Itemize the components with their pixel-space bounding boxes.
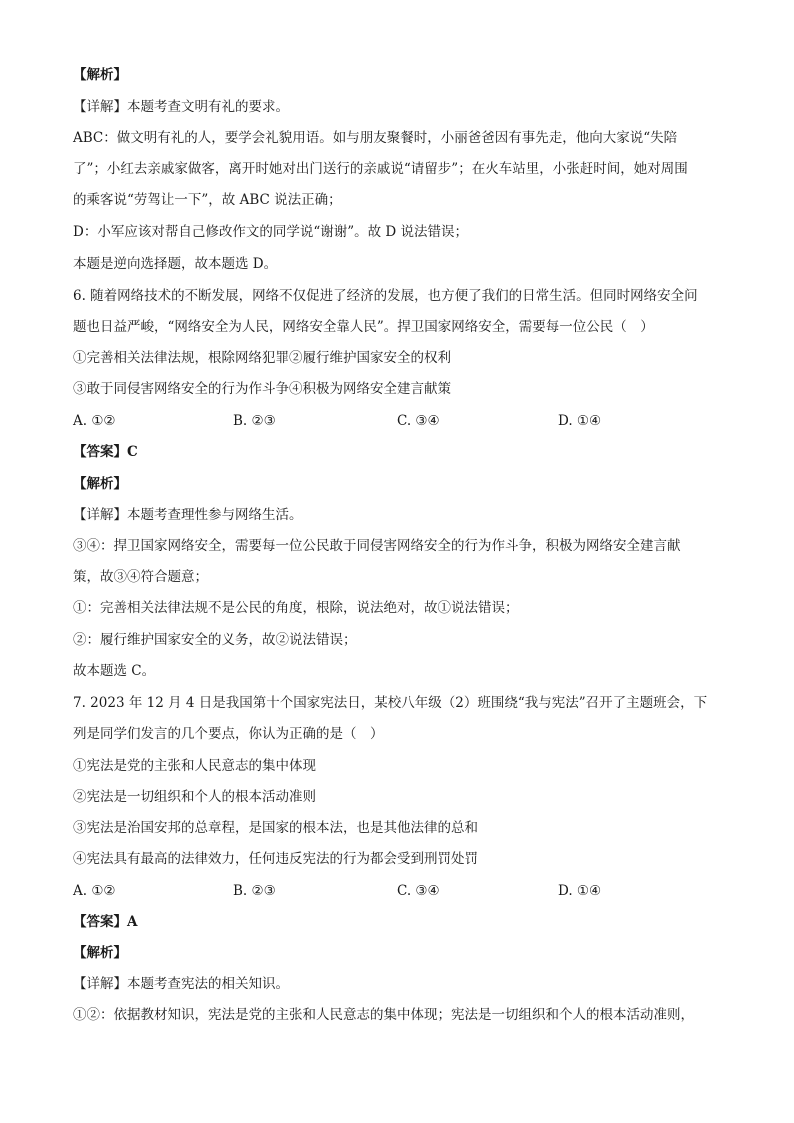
text-line: 【详解】本题考查宪法的相关知识。 bbox=[73, 976, 289, 992]
text-line: 了”；小红去亲戚家做客，离开时她对出门送行的亲戚说“请留步”；在火车站里，小张赶时间，她对周围 bbox=[73, 161, 688, 177]
text-line: 7. 2023 年 12 月 4 日是我国第十个国家宪法日，某校八年级（2）班围绕“我与宪法”召开了主题班会，下 bbox=[73, 695, 708, 711]
text-line: 的乘客说“劳驾让一下”，故 ABC 说法正确； bbox=[73, 192, 342, 208]
section-label: 【答案】C bbox=[73, 444, 138, 460]
section-label: 【答案】A bbox=[73, 914, 138, 930]
section-label: 【解析】 bbox=[73, 476, 127, 492]
option-a: A. ①② bbox=[73, 413, 116, 429]
text-line: D：小军应该对帮自己修改作文的同学说“谢谢”。故 D 说法错误； bbox=[73, 224, 469, 240]
text-line: ③敢于同侵害网络安全的行为作斗争④积极为网络安全建言献策 bbox=[73, 381, 451, 397]
text-line: ③④：捍卫国家网络安全，需要每一位公民敢于同侵害网络安全的行为作斗争，积极为网络安全建言献 bbox=[73, 538, 681, 554]
text-line: ②：履行维护国家安全的义务，故②说法错误； bbox=[73, 632, 357, 648]
text-line: ①宪法是党的主张和人民意志的集中体现 bbox=[73, 758, 316, 774]
text-line: 列是同学们发言的几个要点，你认为正确的是（ ） bbox=[73, 726, 384, 742]
text-line: 6. 随着网络技术的不断发展，网络不仅促进了经济的发展，也方便了我们的日常生活。但同时网络安全问 bbox=[73, 288, 698, 304]
option-b: B. ②③ bbox=[233, 413, 276, 429]
text-line: 题也日益严峻，“网络安全为人民，网络安全靠人民”。捍卫国家网络安全，需要每一位公民（ ） bbox=[73, 319, 654, 335]
text-line: ①完善相关法律法规，根除网络犯罪②履行维护国家安全的权利 bbox=[73, 350, 451, 366]
option-a: A. ①② bbox=[73, 883, 116, 899]
option-d: D. ①④ bbox=[558, 883, 602, 899]
text-line: 策，故③④符合题意； bbox=[73, 569, 208, 585]
text-line: ②宪法是一切组织和个人的根本活动准则 bbox=[73, 789, 316, 805]
option-b: B. ②③ bbox=[233, 883, 276, 899]
text-line: 故本题选 C。 bbox=[73, 663, 156, 679]
text-line: 【详解】本题考查文明有礼的要求。 bbox=[73, 99, 289, 115]
text-line: ①：完善相关法律法规不是公民的角度，根除，说法绝对，故①说法错误； bbox=[73, 600, 519, 616]
section-label: 【解析】 bbox=[73, 67, 127, 83]
option-c: C. ③④ bbox=[397, 413, 440, 429]
text-line: ④宪法具有最高的法律效力，任何违反宪法的行为都会受到刑罚处罚 bbox=[73, 851, 478, 867]
section-label: 【解析】 bbox=[73, 945, 127, 961]
text-line: ③宪法是治国安邦的总章程，是国家的根本法，也是其他法律的总和 bbox=[73, 820, 478, 836]
option-c: C. ③④ bbox=[397, 883, 440, 899]
text-line: 本题是逆向选择题，故本题选 D。 bbox=[73, 256, 278, 272]
option-d: D. ①④ bbox=[558, 413, 602, 429]
text-line: ABC：做文明有礼的人，要学会礼貌用语。如与朋友聚餐时，小丽爸爸因有事先走，他向大家说“失陪 bbox=[73, 130, 678, 146]
text-line: ①②：依据教材知识，宪法是党的主张和人民意志的集中体现；宪法是一切组织和个人的根本活动准则， bbox=[73, 1007, 694, 1023]
text-line: 【详解】本题考查理性参与网络生活。 bbox=[73, 507, 303, 523]
